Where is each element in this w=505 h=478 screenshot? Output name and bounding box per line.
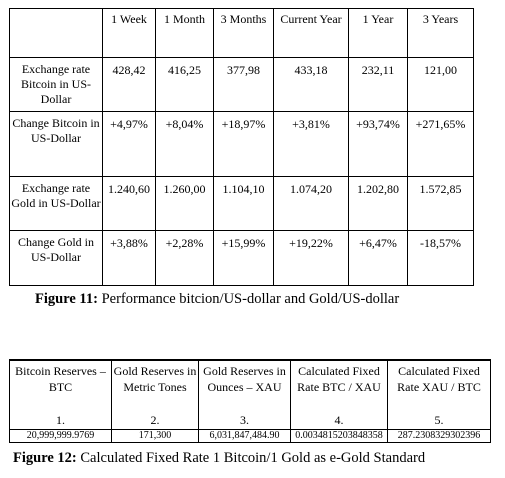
table-cell: 287.2308329302396 <box>388 429 491 442</box>
header-cell-rate-xau-btc: Calculated Fixed Rate XAU / BTC <box>388 360 491 413</box>
table-cell: +2,28% <box>156 231 214 286</box>
table-cell: 377,98 <box>214 58 274 112</box>
table-cell: +18,97% <box>214 112 274 177</box>
table-cell: 1.104,10 <box>214 177 274 231</box>
header-cell-1-month: 1 Month <box>156 9 214 58</box>
column-number: 1. <box>10 413 112 429</box>
row-label: Exchange rate Gold in US-Dollar <box>10 177 103 231</box>
column-number: 2. <box>112 413 199 429</box>
table-row <box>10 58 474 112</box>
table-cell: 6,031,847,484.90 <box>199 429 291 442</box>
figure-11-label: Figure 11: <box>35 291 98 307</box>
figure-12-caption <box>13 450 425 467</box>
table-cell: +3,81% <box>274 112 349 177</box>
column-number-row <box>10 413 491 429</box>
column-number: 4. <box>291 413 388 429</box>
table-cell: +19,22% <box>274 231 349 286</box>
table-cell: +93,74% <box>349 112 408 177</box>
figure-12-label: Figure 12: <box>13 450 77 466</box>
table-cell: 1.074,20 <box>274 177 349 231</box>
table-cell: 428,42 <box>103 58 156 112</box>
table-cell: 20,999,999.9769 <box>10 429 112 442</box>
table-cell: 416,25 <box>156 58 214 112</box>
table-cell: 1.260,00 <box>156 177 214 231</box>
column-number: 3. <box>199 413 291 429</box>
row-label: Change Bitcoin in US-Dollar <box>10 112 103 177</box>
figure-12-text: Calculated Fixed Rate 1 Bitcoin/1 Gold as e-Gold Standard <box>76 450 426 466</box>
table-cell: 433,18 <box>274 58 349 112</box>
table-cell: -18,57% <box>408 231 474 286</box>
table-cell: 121,00 <box>408 58 474 112</box>
figure-11-caption <box>35 291 399 308</box>
row-label: Exchange rate Bitcoin in US-Dollar <box>10 58 103 112</box>
header-cell-1-week: 1 Week <box>103 9 156 58</box>
table-row <box>10 231 474 286</box>
header-cell-gold-reserves-ounces: Gold Reserves in Ounces – XAU <box>199 360 291 413</box>
table-cell: 232,11 <box>349 58 408 112</box>
header-cell-current-year: Current Year <box>274 9 349 58</box>
table-cell: +15,99% <box>214 231 274 286</box>
figure-11-text: Performance bitcion/US-dollar and Gold/US-dollar <box>97 291 400 307</box>
header-row <box>10 360 491 413</box>
table-row <box>10 112 474 177</box>
column-number: 5. <box>388 413 491 429</box>
header-cell-gold-reserves-tones: Gold Reserves in Metric Tones <box>112 360 199 413</box>
table-cell: +271,65% <box>408 112 474 177</box>
table-cell: +3,88% <box>103 231 156 286</box>
header-cell-bitcoin-reserves: Bitcoin Reserves – BTC <box>10 360 112 413</box>
header-cell-rate-btc-xau: Calculated Fixed Rate BTC / XAU <box>291 360 388 413</box>
table-cell: 1.240,60 <box>103 177 156 231</box>
header-cell-empty <box>10 9 103 58</box>
header-row <box>10 9 474 58</box>
table-cell: 0.0034815203848358 <box>291 429 388 442</box>
table-cell: +4,97% <box>103 112 156 177</box>
table-row <box>10 429 491 442</box>
row-label: Change Gold in US-Dollar <box>10 231 103 286</box>
table-row <box>10 177 474 231</box>
header-cell-1-year: 1 Year <box>349 9 408 58</box>
performance-table <box>9 8 474 286</box>
table-cell: 1.202,80 <box>349 177 408 231</box>
table-cell: 1.572,85 <box>408 177 474 231</box>
header-cell-3-months: 3 Months <box>214 9 274 58</box>
fixed-rate-table <box>9 359 491 443</box>
header-cell-3-years: 3 Years <box>408 9 474 58</box>
table-cell: +6,47% <box>349 231 408 286</box>
table-cell: +8,04% <box>156 112 214 177</box>
table-cell: 171,300 <box>112 429 199 442</box>
